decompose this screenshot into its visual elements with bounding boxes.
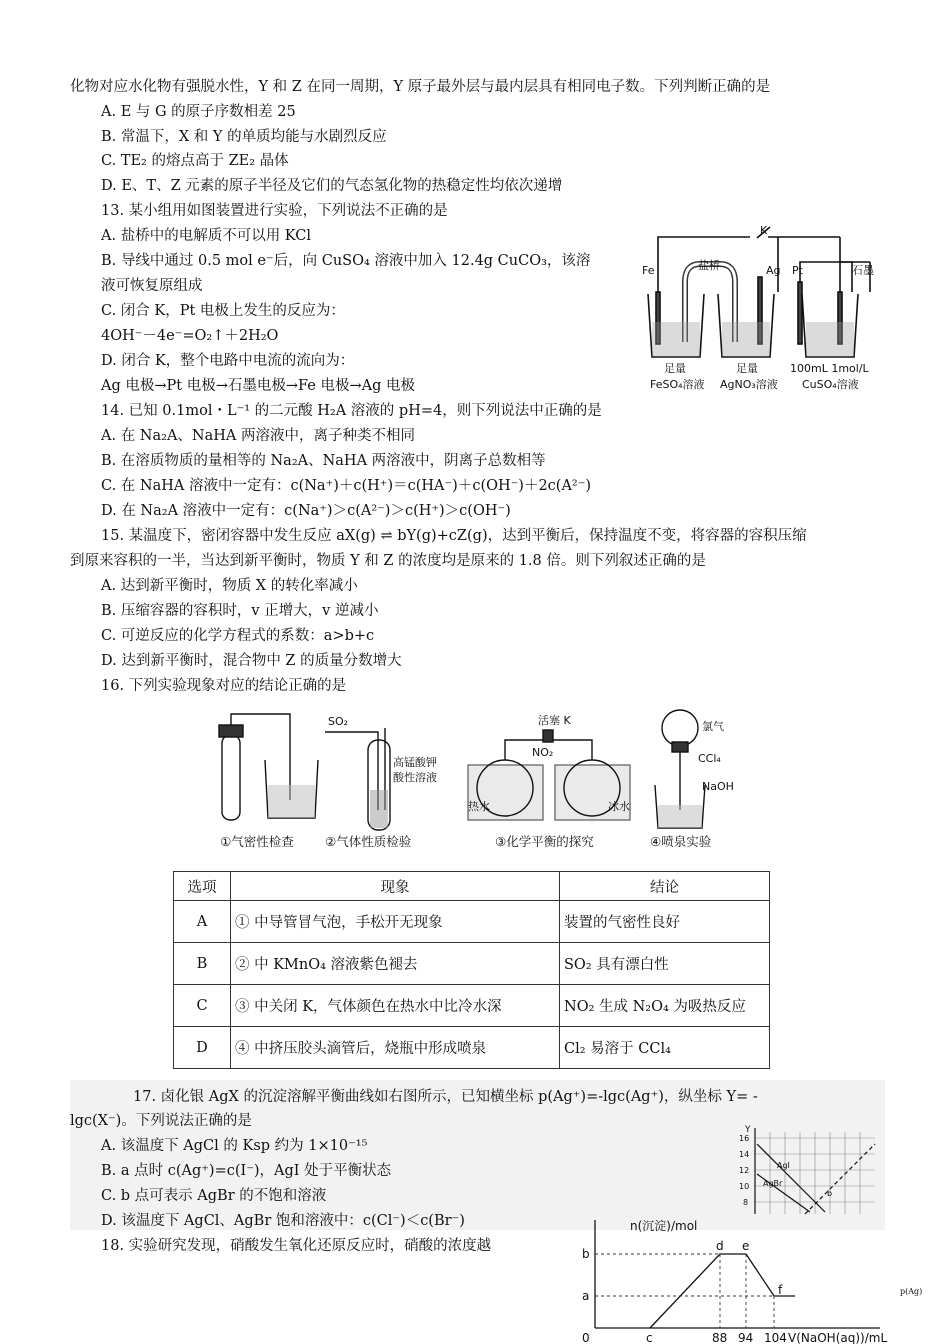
q15-option-b: B. 压缩容器的容积时，v 正增大，v 逆减小: [101, 603, 379, 619]
point-e-label: e: [742, 1239, 750, 1253]
y-mark-b: b: [582, 1247, 590, 1261]
ag-label: Ag: [766, 264, 781, 277]
phenomenon-cell: ③ 中关闭 K，气体颜色在热水中比冷水深: [231, 985, 560, 1027]
conclusion-cell: SO₂ 具有漂白性: [560, 943, 770, 985]
y-tick-14: 14: [739, 1150, 750, 1159]
q17-option-b: B. a 点时 c(Ag⁺)=c(I⁻)，AgI 处于平衡状态: [101, 1163, 392, 1179]
q12-option-d: D. E、T、Z 元素的原子半径及它们的气态氢化物的热稳定性均依次递增: [101, 178, 563, 194]
pt-label: Pt: [792, 264, 803, 277]
caption-1: ①气密性检查: [220, 834, 294, 849]
caption-4: ④喷泉实验: [650, 834, 712, 849]
q13-option-c-1: C. 闭合 K，Pt 电极上发生的反应为：: [101, 303, 345, 319]
x-axis-label-18: V(NaOH(aq))/mL: [788, 1331, 888, 1344]
electrochem-apparatus-figure: [640, 222, 885, 397]
kmno4-label-1: 高锰酸钾: [393, 756, 437, 769]
q17-option-a: A. 该温度下 AgCl 的 Ksp 约为 1×10⁻¹⁵: [101, 1138, 368, 1154]
q14-option-d: D. 在 Na₂A 溶液中一定有：c(Na⁺)＞c(A²⁻)＞c(H⁺)＞c(OH⁻): [101, 503, 511, 519]
y-tick-12: 12: [739, 1166, 750, 1175]
x-axis-label-17: p(Ag): [900, 1287, 923, 1296]
x-mark-88: 88: [712, 1331, 728, 1344]
q18-stem: 18. 实验研究发现，硝酸发生氧化还原反应时，硝酸的浓度越: [101, 1238, 492, 1254]
conclusion-cell: NO₂ 生成 N₂O₄ 为吸热反应: [560, 985, 770, 1027]
header-conclusion: 结论: [560, 872, 770, 901]
caption-3: ③化学平衡的探究: [495, 834, 594, 849]
agi-curve-label: AgI: [777, 1161, 790, 1170]
q17-stem-1: 17. 卤化银 AgX 的沉淀溶解平衡曲线如右图所示，已知横坐标 p(Ag⁺)=-lgc(Ag⁺)，纵坐标 Y= -: [133, 1089, 758, 1105]
x-mark-94: 94: [738, 1331, 754, 1344]
table-header-row: [174, 872, 770, 901]
cold-water-label: 冰水: [608, 800, 630, 813]
y-tick-8: 8: [743, 1198, 749, 1207]
q12-option-c: C. TE₂ 的熔点高于 ZE₂ 晶体: [101, 153, 289, 169]
q12-option-a: A. E 与 G 的原子序数相差 25: [101, 104, 296, 120]
no2-label: NO₂: [532, 746, 554, 759]
q14-stem: 14. 已知 0.1mol・L⁻¹ 的二元酸 H₂A 溶液的 pH=4，则下列说法中正确的是: [101, 403, 602, 419]
option-cell: D: [174, 1027, 231, 1069]
x-mark-c: c: [646, 1331, 653, 1344]
hot-water-label: 热水: [468, 800, 490, 813]
phenomenon-cell: ④ 中挤压胶头滴管后，烧瓶中形成喷泉: [231, 1027, 560, 1069]
phenomenon-cell: ② 中 KMnO₄ 溶液紫色褪去: [231, 943, 560, 985]
option-cell: B: [174, 943, 231, 985]
y-mark-a: a: [582, 1289, 590, 1303]
q13-option-b-1: B. 导线中通过 0.5 mol e⁻后，向 CuSO₄ 溶液中加入 12.4g CuCO₃，该溶: [101, 253, 591, 269]
q15-stem-1: 15. 某温度下，密闭容器中发生反应 aX(g) ⇌ bY(g)+cZ(g)，达到平衡后，保持温度不变，将容器的容积压缩: [101, 528, 807, 544]
agx-solubility-graph: [735, 1124, 885, 1216]
agbr-curve-label: AgBr: [763, 1179, 783, 1188]
q13-stem: 13. 某小组用如图装置进行实验，下列说法不正确的是: [101, 203, 448, 219]
valve-k-label: 活塞 K: [538, 714, 571, 727]
y-tick-16: 16: [739, 1134, 750, 1143]
origin-label: 0: [582, 1331, 590, 1344]
salt-bridge-label: 盐桥: [698, 259, 720, 272]
q13-option-d-2: Ag 电极→Pt 电极→石墨电极→Fe 电极→Ag 电极: [101, 378, 415, 394]
option-cell: C: [174, 985, 231, 1027]
solution1-name: FeSO₄溶液: [650, 378, 705, 391]
q13-option-c-2: 4OH⁻－4e⁻=O₂↑＋2H₂O: [101, 328, 279, 344]
fe-label: Fe: [642, 264, 655, 277]
q15-option-d: D. 达到新平衡时，混合物中 Z 的质量分数增大: [101, 653, 402, 669]
solution2-name: AgNO₃溶液: [720, 378, 778, 391]
q15-option-a: A. 达到新平衡时，物质 X 的转化率减小: [101, 578, 358, 594]
q13-option-b-2: 液可恢复原组成: [101, 278, 203, 294]
q15-stem-2: 到原来容积的一半，当达到新平衡时，物质 Y 和 Z 的浓度均是原来的 1.8 倍。则下列叙述正确的是: [70, 553, 706, 569]
q14-option-b: B. 在溶质物质的量相等的 Na₂A、NaHA 两溶液中，阴离子总数相等: [101, 453, 546, 469]
naoh-label: NaOH: [702, 780, 734, 793]
point-b-label: b: [827, 1189, 833, 1198]
q13-option-a: A. 盐桥中的电解质不可以用 KCl: [101, 228, 311, 244]
header-option: 选项: [174, 872, 231, 901]
y-axis-label-18: n(沉淀)/mol: [630, 1219, 698, 1233]
q17-stem-2: lgc(X⁻)。下列说法正确的是: [70, 1113, 252, 1129]
y-tick-10: 10: [739, 1182, 750, 1191]
q15-option-c: C. 可逆反应的化学方程式的系数：a>b+c: [101, 628, 375, 644]
q13-option-d-1: D. 闭合 K，整个电路中电流的流向为：: [101, 353, 355, 369]
graphite-label: 石墨: [852, 264, 874, 277]
ccl4-label: CCl₄: [698, 752, 721, 765]
so2-label: SO₂: [328, 715, 349, 728]
q17-option-c: C. b 点可表示 AgBr 的不饱和溶液: [101, 1188, 327, 1204]
q12-option-b: B. 常温下，X 和 Y 的单质均能与水剧烈反应: [101, 129, 387, 145]
precipitate-naoh-graph: [560, 1210, 890, 1344]
point-d-label: d: [716, 1239, 724, 1253]
phenomenon-cell: ① 中导管冒气泡，手松开无现象: [231, 901, 560, 943]
table-row: [174, 985, 770, 1027]
x-mark-104: 104: [764, 1331, 787, 1344]
q16-stem: 16. 下列实验现象对应的结论正确的是: [101, 678, 347, 694]
q16-options-table: [173, 871, 770, 1069]
kmno4-label-2: 酸性溶液: [393, 771, 437, 784]
solution3-amount: 100mL 1mol/L: [790, 362, 869, 375]
table-row: [174, 943, 770, 985]
solution2-amount: 足量: [736, 362, 758, 375]
header-phenomenon: 现象: [231, 872, 560, 901]
table-row: [174, 1027, 770, 1069]
switch-k-label: K: [760, 224, 768, 237]
q14-option-a: A. 在 Na₂A、NaHA 两溶液中，离子种类不相同: [101, 428, 415, 444]
conclusion-cell: 装置的气密性良好: [560, 901, 770, 943]
chlorine-label: 氯气: [702, 720, 724, 733]
q17-option-d: D. 该温度下 AgCl、AgBr 饱和溶液中：c(Cl⁻)＜c(Br⁻): [101, 1213, 465, 1229]
solution1-amount: 足量: [664, 362, 686, 375]
solution3-name: CuSO₄溶液: [802, 378, 859, 391]
q14-option-c: C. 在 NaHA 溶液中一定有：c(Na⁺)＋c(H⁺)＝c(HA⁻)＋c(OH⁻)＋2c(A²⁻): [101, 478, 592, 494]
q12-stem-tail: 化物对应水化物有强脱水性，Y 和 Z 在同一周期，Y 原子最外层与最内层具有相同电子数。下列判断正确的是: [70, 79, 771, 95]
option-cell: A: [174, 901, 231, 943]
point-f-label: f: [778, 1283, 783, 1297]
y-axis-label: Y: [745, 1125, 751, 1135]
caption-2: ②气体性质检验: [325, 834, 412, 849]
table-row: [174, 901, 770, 943]
conclusion-cell: Cl₂ 易溶于 CCl₄: [560, 1027, 770, 1069]
experiment-apparatus-figure: [210, 700, 750, 855]
